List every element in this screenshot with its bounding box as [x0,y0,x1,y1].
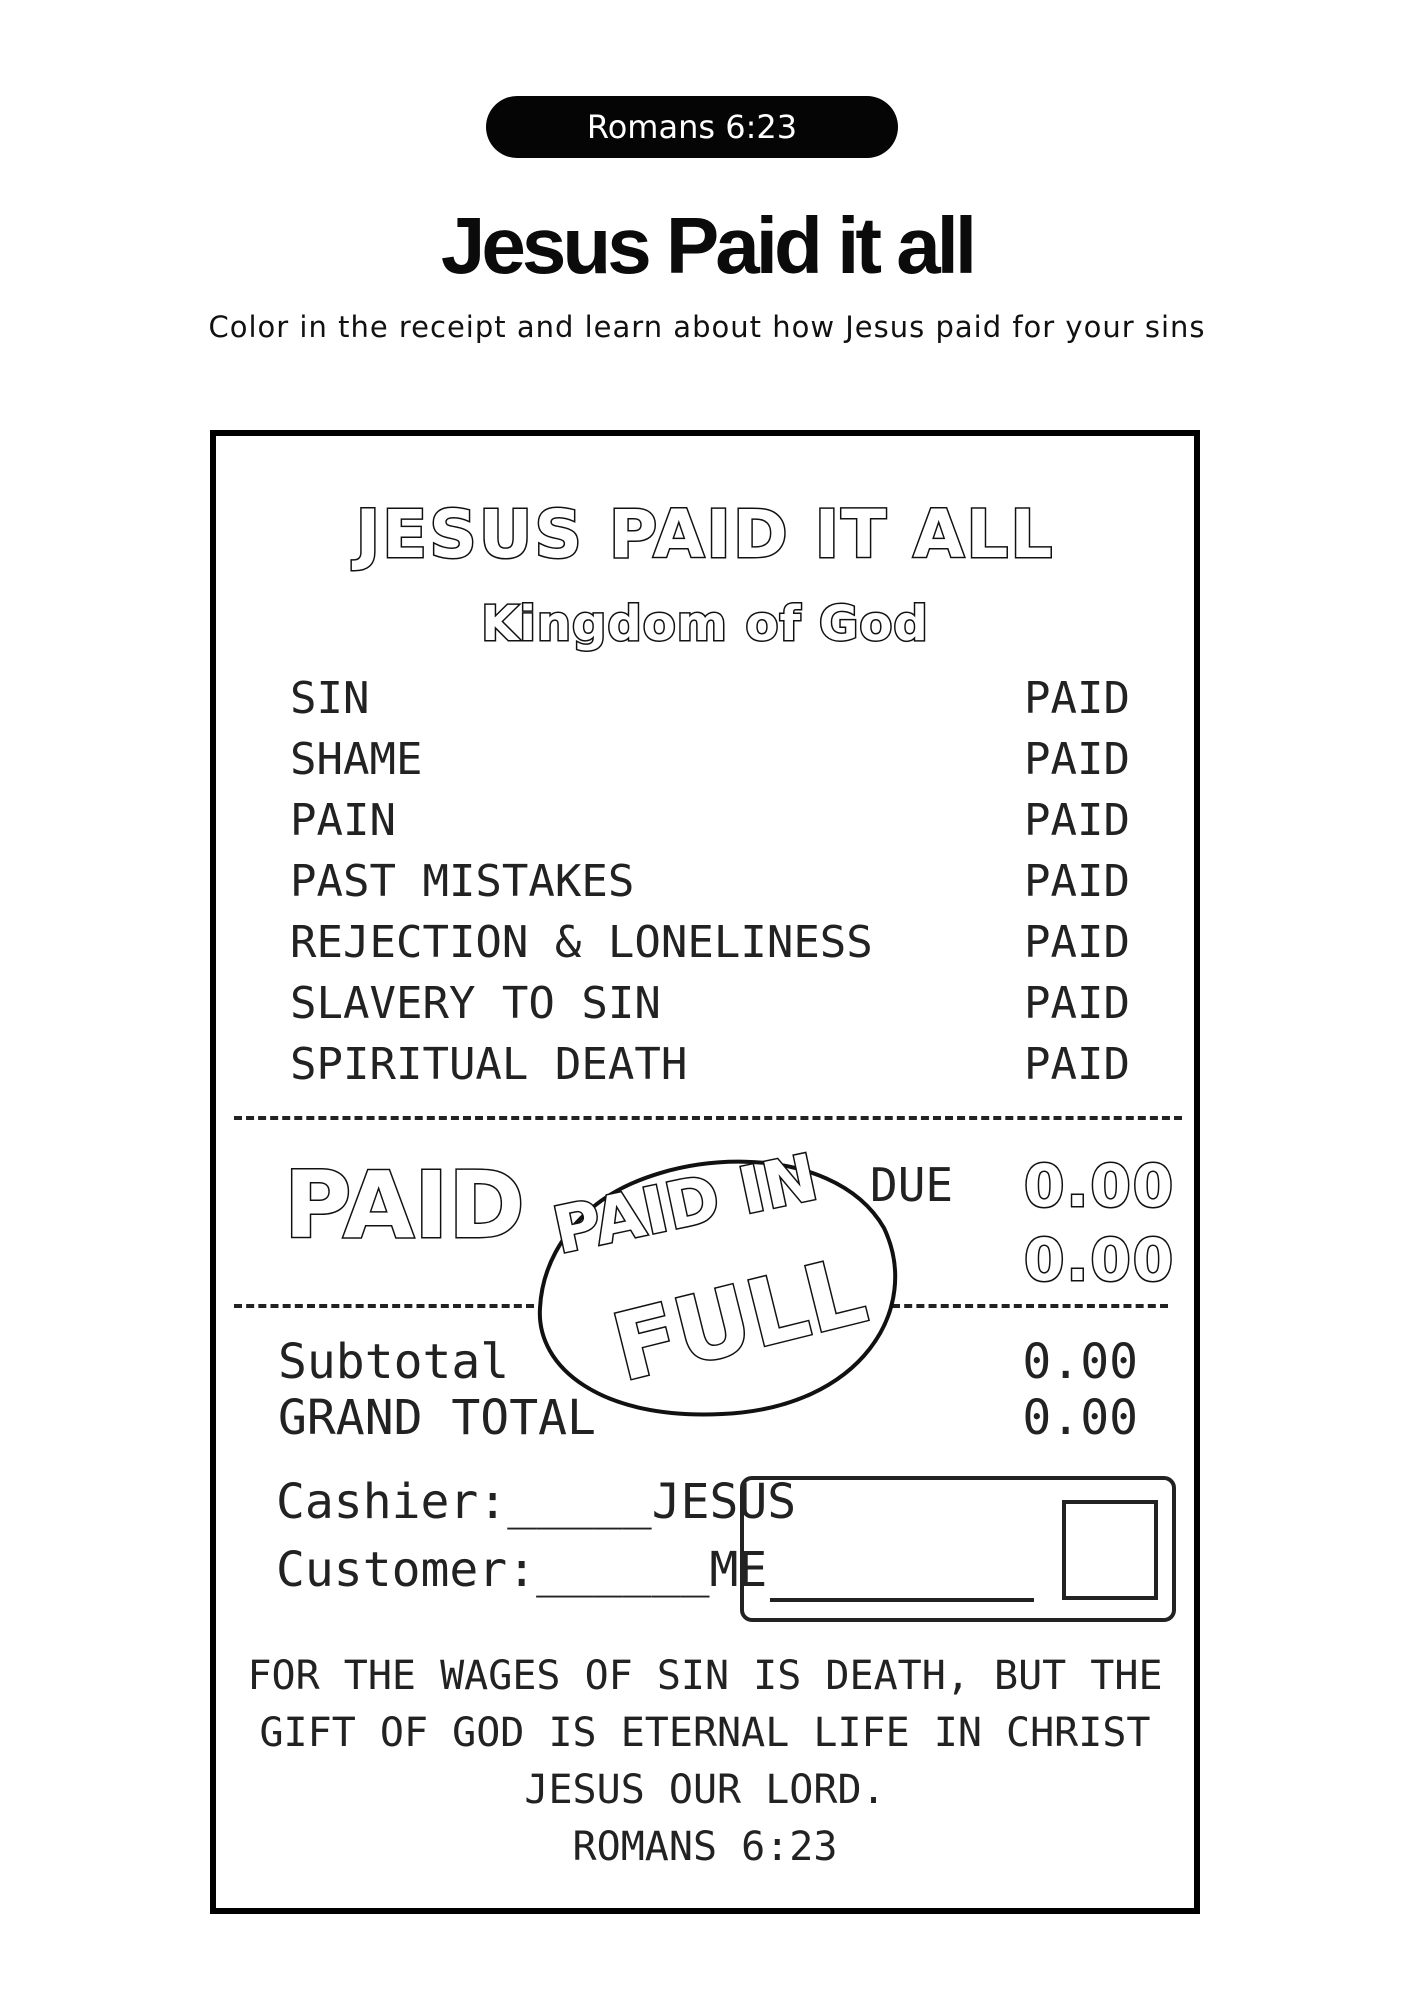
reference-pill-label: Romans 6:23 [586,108,798,146]
receipt [210,430,1200,1914]
signature-line [770,1598,1034,1602]
receipt-subtitle: Kingdom of God [481,596,929,652]
receipt-title: JESUS PAID IT ALL [355,496,1055,573]
reference-pill [486,96,898,158]
receipt-item [290,729,1130,790]
verse-reference: ROMANS 6:23 [572,1824,838,1870]
item-label: SIN [290,673,370,724]
receipt-item [290,912,1130,973]
item-label: SPIRITUAL DEATH [290,1039,688,1090]
item-label: SHAME [290,734,423,785]
paid-amount: 0.00 [1024,1152,1176,1220]
item-status: PAID [1024,795,1130,846]
cashier-name: JESUS [651,1474,797,1530]
item-status: PAID [1024,856,1130,907]
grand-total-label: GRAND TOTAL [278,1390,596,1446]
item-label: PAST MISTAKES [290,856,635,907]
verse-line: FOR THE WAGES OF SIN IS DEATH, BUT THE [247,1653,1163,1699]
customer-label: Customer: [276,1542,537,1598]
page-title: Jesus Paid it all [440,201,974,290]
customer-name: ME [709,1542,768,1598]
cashier-row [276,1474,796,1530]
item-status: PAID [1024,978,1130,1029]
item-status: PAID [1024,673,1130,724]
cashier-blank: _____ [507,1474,652,1530]
subtotal-label: Subtotal [278,1334,510,1390]
grand-total-row [278,1390,1138,1446]
receipt-items [290,668,1130,1095]
paid-label: PAID [284,1152,525,1259]
item-status: PAID [1024,734,1130,785]
subtotal-row [278,1334,1138,1390]
item-status: PAID [1024,917,1130,968]
checkbox-square [1062,1500,1158,1600]
due-amount: 0.00 [1024,1226,1176,1294]
item-status: PAID [1024,1039,1130,1090]
receipt-item [290,668,1130,729]
item-label: PAIN [290,795,396,846]
stamp-line-paid-in: PAID IN [547,1141,824,1269]
subtotal-value: 0.00 [1022,1334,1138,1390]
grand-total-value: 0.00 [1022,1390,1138,1446]
dashed-divider-top [234,1116,1182,1120]
receipt-item [290,851,1130,912]
receipt-item [290,790,1130,851]
stamp-line-full: FULL [602,1236,876,1403]
cashier-label: Cashier: [276,1474,508,1530]
page-subtitle: Color in the receipt and learn about how Jesus paid for your sins [208,310,1206,344]
card-signature-box [740,1476,1176,1622]
receipt-item [290,1034,1130,1095]
verse-block [216,1648,1194,1876]
dashed-divider-left [234,1304,534,1308]
verse-line: GIFT OF GOD IS ETERNAL LIFE IN CHRIST [259,1710,1151,1756]
due-label: DUE [870,1158,954,1212]
customer-blank: ______ [536,1542,710,1598]
verse-line: JESUS OUR LORD. [524,1767,886,1813]
dashed-divider-right [892,1304,1168,1308]
receipt-item [290,973,1130,1034]
item-label: REJECTION & LONELINESS [290,917,873,968]
customer-row [276,1542,767,1598]
item-label: SLAVERY TO SIN [290,978,661,1029]
